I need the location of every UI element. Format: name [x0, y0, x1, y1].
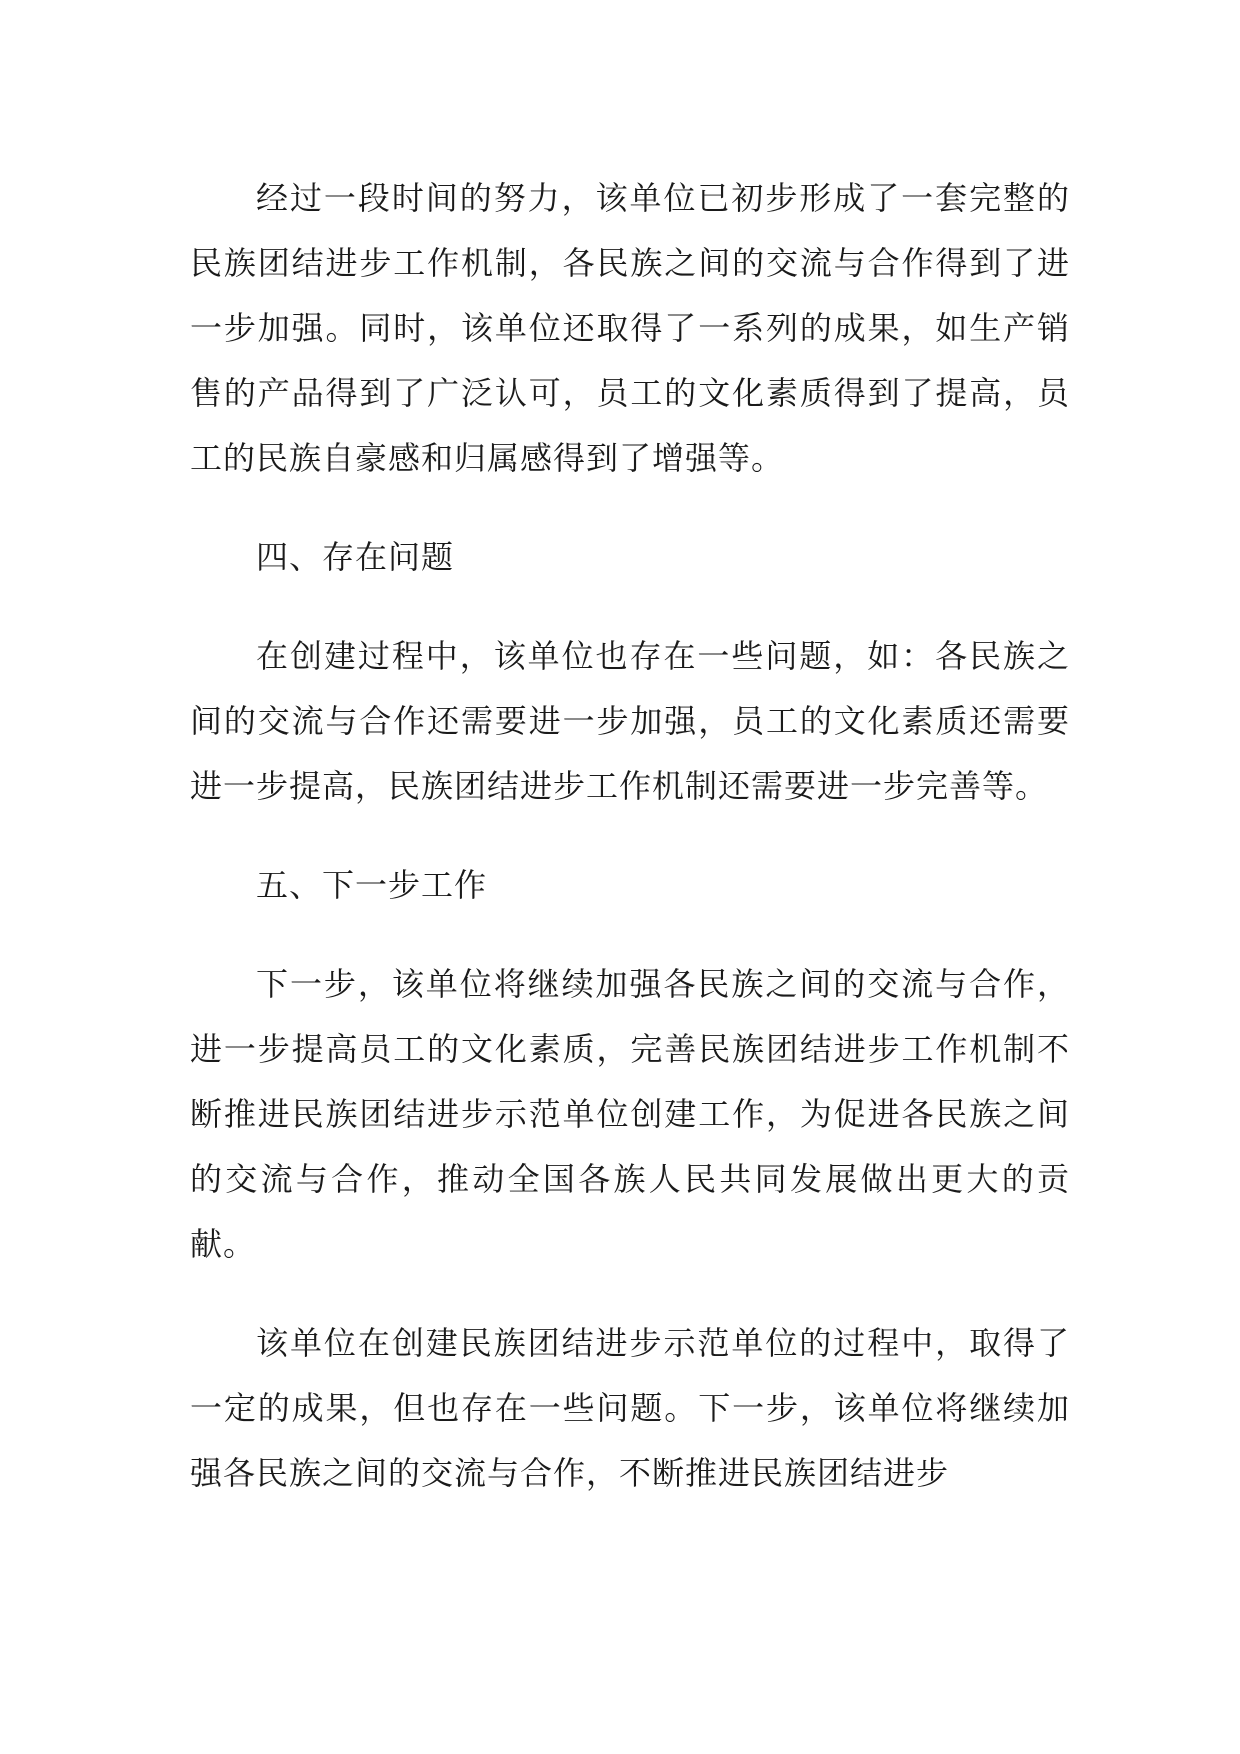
document-body — [190, 166, 1070, 1540]
paragraph-problems: 在创建过程中，该单位也存在一些问题，如：各民族之间的交流与合作还需要进一步加强，员工的文化素质还需要进一步提高，民族团结进步工作机制还需要进一步完善等。 — [190, 637, 1070, 805]
paragraph-results: 经过一段时间的努力，该单位已初步形成了一套完整的民族团结进步工作机制，各民族之间的交流与合作得到了进一步加强。同时，该单位还取得了一系列的成果，如生产销售的产品得到了广泛认可，员工的文化素质得到了提高，员工的民族自豪感和归属感得到了增强等。 — [190, 179, 1070, 477]
section-heading-next-steps: 五、下一步工作 — [256, 866, 488, 904]
paragraph-next-steps: 下一步，该单位将继续加强各民族之间的交流与合作，进一步提高员工的文化素质，完善民族团结进步工作机制不断推进民族团结进步示范单位创建工作，为促进各民族之间的交流与合作，推动全国各族人民共同发展做出更大的贡献。 — [190, 965, 1070, 1263]
section-heading-problems: 四、存在问题 — [256, 538, 455, 576]
paragraph-summary: 该单位在创建民族团结进步示范单位的过程中，取得了一定的成果，但也存在一些问题。下一步，该单位将继续加强各民族之间的交流与合作，不断推进民族团结进步 — [190, 1324, 1070, 1492]
